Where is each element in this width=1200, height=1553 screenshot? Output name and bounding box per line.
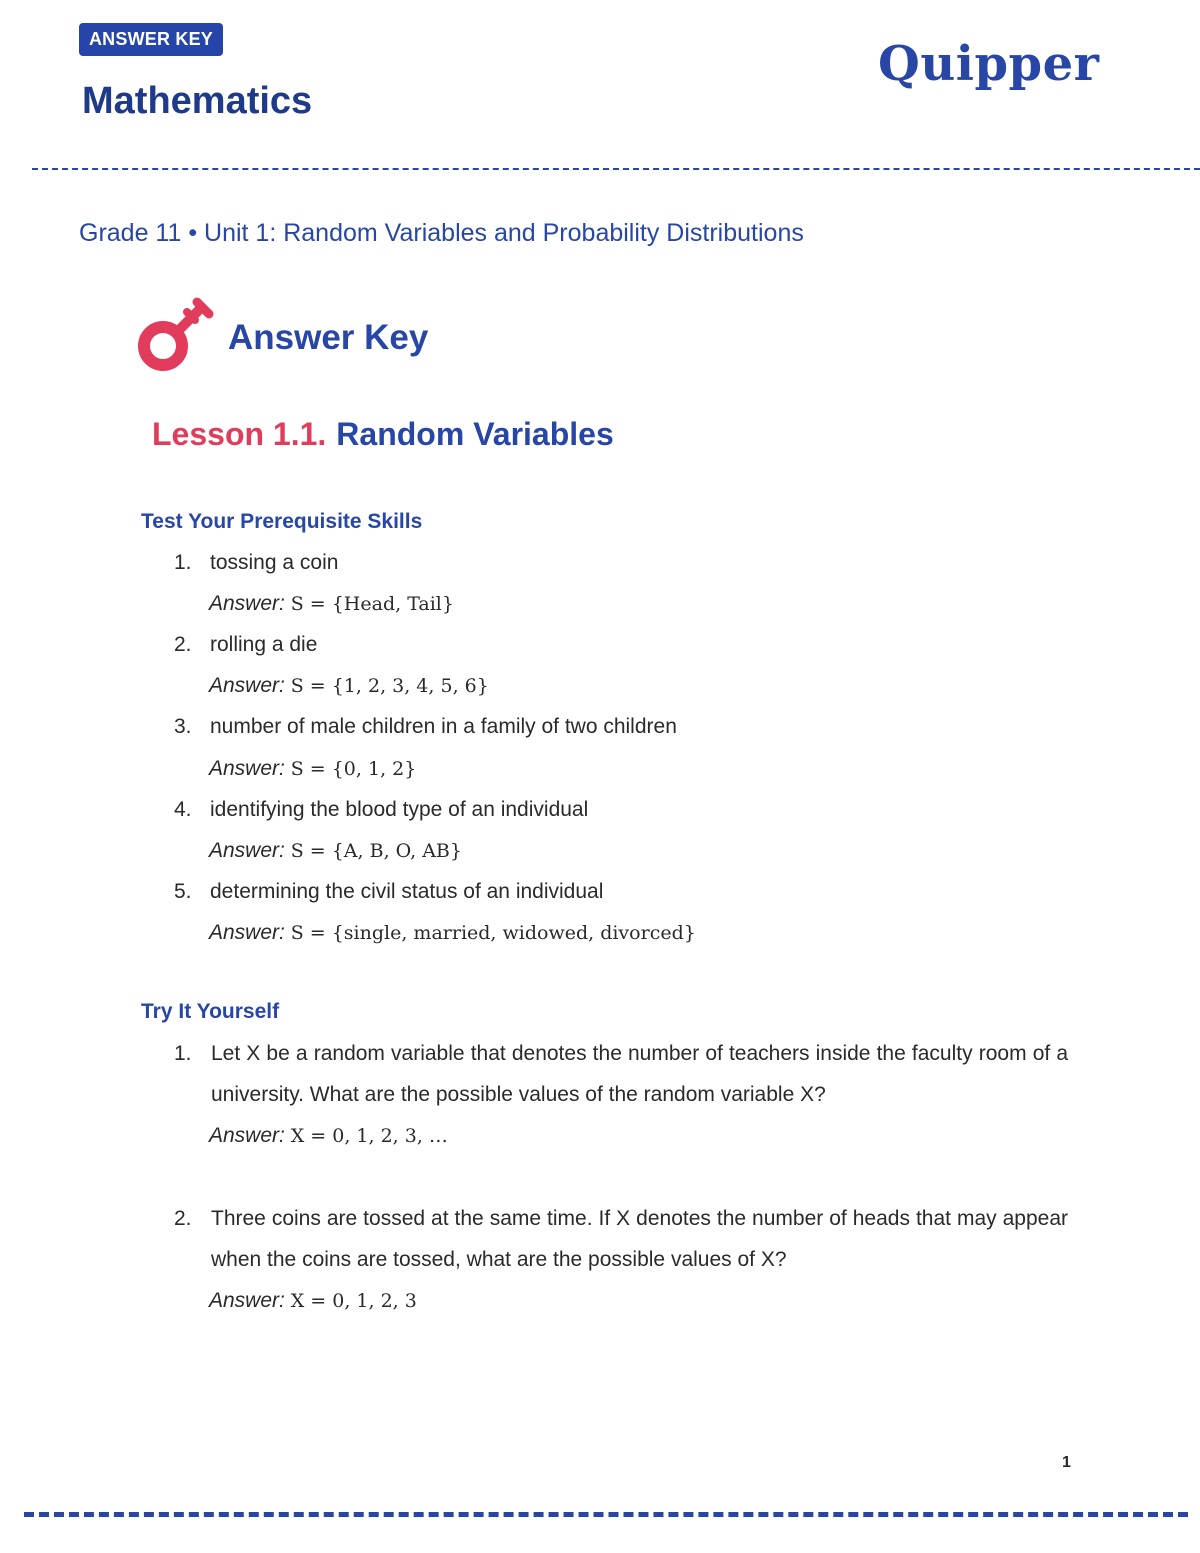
item-answer: Answer: X = 0, 1, 2, 3 <box>209 1289 417 1312</box>
item-number: 1. <box>174 1042 192 1065</box>
item-number: 5. <box>174 880 192 903</box>
header-divider <box>32 168 1200 170</box>
item-answer: Answer: S = {single, married, widowed, divorced} <box>209 921 696 944</box>
item-question: tossing a coin <box>210 551 339 574</box>
item-question: number of male children in a family of two children <box>210 715 677 738</box>
answer-key-badge: ANSWER KEY <box>79 23 223 56</box>
item-question: identifying the blood type of an individual <box>210 798 589 821</box>
lesson-title: Random Variables <box>336 416 614 452</box>
key-icon <box>135 296 215 376</box>
item-answer: Answer: X = 0, 1, 2, 3, … <box>209 1124 448 1147</box>
item-answer: Answer: S = {Head, Tail} <box>209 592 454 615</box>
item-number: 3. <box>174 715 192 738</box>
item-number: 2. <box>174 1207 192 1230</box>
answer-key-heading: Answer Key <box>228 318 429 357</box>
item-answer: Answer: S = {A, B, O, AB} <box>209 839 462 862</box>
item-answer: Answer: S = {1, 2, 3, 4, 5, 6} <box>209 674 489 697</box>
lesson-heading <box>152 416 614 453</box>
item-question: rolling a die <box>210 633 318 656</box>
try-heading: Try It Yourself <box>141 1000 280 1023</box>
page-number: 1 <box>1062 1454 1071 1471</box>
item-question: Three coins are tossed at the same time. If X denotes the number of heads that may appear when the coins are tossed, what are the possible values of X? <box>211 1207 1068 1271</box>
item-number: 2. <box>174 633 192 656</box>
item-question: determining the civil status of an individual <box>210 880 604 903</box>
item-answer: Answer: S = {0, 1, 2} <box>209 757 417 780</box>
lesson-number: Lesson 1.1. <box>152 416 327 452</box>
subject-title: Mathematics <box>82 80 313 122</box>
prereq-heading: Test Your Prerequisite Skills <box>141 510 423 533</box>
footer-divider <box>24 1512 1188 1517</box>
item-number: 1. <box>174 551 192 574</box>
unit-title: Grade 11 • Unit 1: Random Variables and Probability Distributions <box>79 219 804 247</box>
item-number: 4. <box>174 798 192 821</box>
quipper-logo: Quipper <box>878 36 1100 92</box>
item-question: Let X be a random variable that denotes the number of teachers inside the faculty room of a university. What are the possible values of the random variable X? <box>211 1042 1068 1106</box>
